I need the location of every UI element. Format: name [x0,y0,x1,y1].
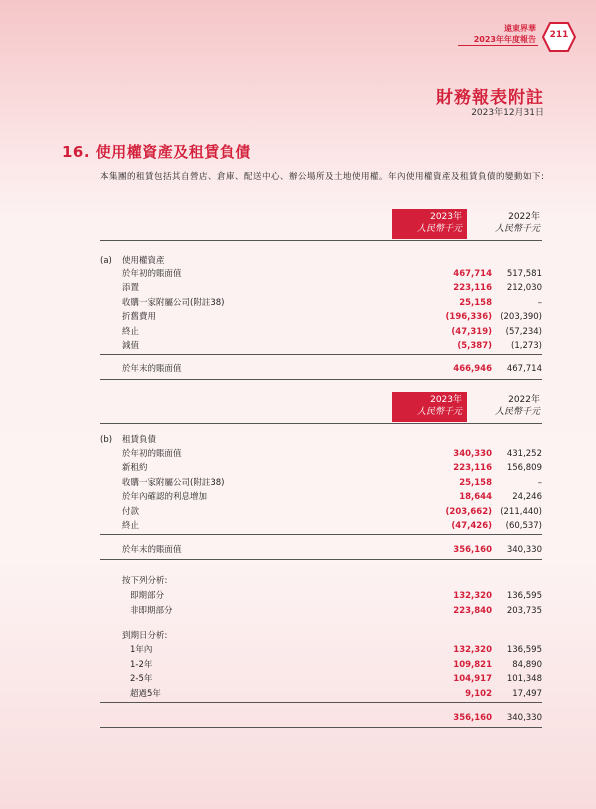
row-label: 新租約 [122,463,148,474]
value-2022: 24,246 [512,492,542,503]
table-row [100,604,542,618]
value-2022: (203,390) [500,312,542,323]
col-header-2022-a [470,211,540,235]
value-2022: 517,581 [506,269,542,279]
table-row [100,490,542,504]
page-title: 財務報表附註 [436,88,544,108]
row-label: 於年末的賬面值 [122,364,182,374]
value-2022: (60,537) [505,521,542,531]
col-header-2023-a [392,211,462,235]
table-row [100,310,542,324]
row-label: 收購一家附屬公司(附註38) [122,297,225,308]
value-2023: (47,319) [451,326,492,337]
table-row [100,476,542,490]
row-label: 付款 [122,506,140,517]
table-row [100,267,542,281]
section-title: 16. 使用權資產及租賃負債 [62,143,251,161]
value-2022: (57,234) [505,326,542,337]
value-2023: (203,662) [445,506,492,517]
table-a-total-row [100,362,542,376]
value-2023: (196,336) [445,312,492,323]
header-rule [458,45,538,46]
value-2022: 340,330 [506,545,542,555]
marker: (b) [100,435,113,445]
intro-paragraph: 本集團的租賃包括其自營店、倉庫、配送中心、辦公場所及土地使用權。年內使用權資產及租賃負債的變動如下: [100,172,545,182]
row-label: 於年末的賬面值 [122,545,182,555]
value-2023: 18,644 [459,492,492,503]
col-header-2022-b [470,394,540,418]
value-2023: 467,714 [453,269,492,279]
year-label: 2023年 [430,212,462,222]
heading: 使用權資產 [122,256,165,266]
row-label: 減值 [122,341,140,351]
row-label: 於年內確認的利息增加 [122,492,208,503]
row-label: 即期部分 [130,591,165,601]
table-a-heading-row [100,254,542,268]
unit-label: 人民幣千元 [416,224,462,234]
marker: (a) [100,256,112,266]
table-a-sum-rule [100,354,542,355]
page-date: 2023年12月31日 [471,108,544,118]
value-2023: 25,158 [459,477,492,488]
table-row [100,643,542,657]
unit-label: 人民幣千元 [416,407,462,417]
table-a-bottom-rule [100,379,542,380]
value-2023: 25,158 [459,297,492,308]
row-label: 2-5年 [130,674,153,684]
value-2023: 356,160 [453,713,492,723]
table-row [100,339,542,353]
value-2023: 356,160 [453,545,492,555]
value-2023: 340,330 [453,449,492,459]
table-row [100,325,542,339]
row-label: 於年初的賬面值 [122,449,182,459]
report-name: 2023年年度報告 [473,35,536,44]
brand-name: 遠東界華 [504,24,536,33]
row-label: 1年內 [130,645,153,655]
grand-total-top-rule [100,702,542,703]
value-2022: 203,735 [506,605,542,616]
table-b-header-rule [100,423,542,424]
table-row [100,296,542,310]
row-label: 超過5年 [130,688,161,699]
row-label: 折舊費用 [122,312,157,323]
table-row [100,505,542,519]
row-label: 終止 [122,521,140,531]
row-label: 添置 [122,283,140,294]
value-2023: 9,102 [465,688,492,699]
row-label: 於年初的賬面值 [122,269,182,279]
table-b-heading-row [100,433,542,447]
maturity-heading: 到期日分析: [122,631,168,641]
table-row [100,461,542,475]
value-2022: 84,890 [512,659,542,670]
value-2022: 136,595 [506,645,542,655]
unit-label: 人民幣千元 [494,407,540,417]
value-2022: – [537,477,542,488]
year-label: 2022年 [508,212,540,222]
table-row [100,447,542,461]
value-2022: 101,348 [506,674,542,684]
row-label: 終止 [122,326,140,337]
table-row [100,687,542,701]
table-row [100,281,542,295]
value-2022: (211,440) [500,506,542,517]
table-row [100,672,542,686]
value-2023: (47,426) [451,521,492,531]
grand-total-bottom-rule [100,727,542,728]
grand-total-row [100,711,542,725]
maturity-heading-row [100,629,542,643]
value-2022: – [537,297,542,308]
table-row [100,519,542,533]
row-label: 1-2年 [130,659,153,670]
analysis-heading-row [100,574,542,588]
value-2023: 132,320 [453,591,492,601]
heading: 租賃負債 [122,435,157,445]
value-2022: 156,809 [506,463,542,474]
year-label: 2022年 [508,395,540,405]
value-2023: 223,116 [453,463,492,474]
col-header-2023-b [392,394,462,418]
value-2022: 467,714 [506,364,542,374]
table-b-sum-rule [100,534,542,535]
table-b-total-rule [100,559,542,560]
table-row [100,589,542,603]
value-2023: 104,917 [453,674,492,684]
value-2022: 340,330 [506,713,542,723]
value-2023: 132,320 [453,645,492,655]
value-2022: 136,595 [506,591,542,601]
table-row [100,658,542,672]
year-label: 2023年 [430,395,462,405]
row-label: 收購一家附屬公司(附註38) [122,477,225,488]
value-2023: 466,946 [453,364,492,374]
report-brand [474,23,536,45]
analysis-heading: 按下列分析: [122,576,168,586]
value-2022: 431,252 [506,449,542,459]
table-b-total-row [100,543,542,557]
table-a-header-rule [100,240,542,241]
value-2022: (1,273) [511,341,542,351]
value-2023: 223,840 [453,605,492,616]
value-2023: 223,116 [453,283,492,294]
value-2023: 109,821 [453,659,492,670]
unit-label: 人民幣千元 [494,224,540,234]
value-2023: (5,387) [457,341,492,351]
value-2022: 17,497 [512,688,542,699]
page-number-badge [542,22,576,52]
page-number: 211 [549,30,569,40]
value-2022: 212,030 [506,283,542,294]
row-label: 非即期部分 [130,605,173,616]
